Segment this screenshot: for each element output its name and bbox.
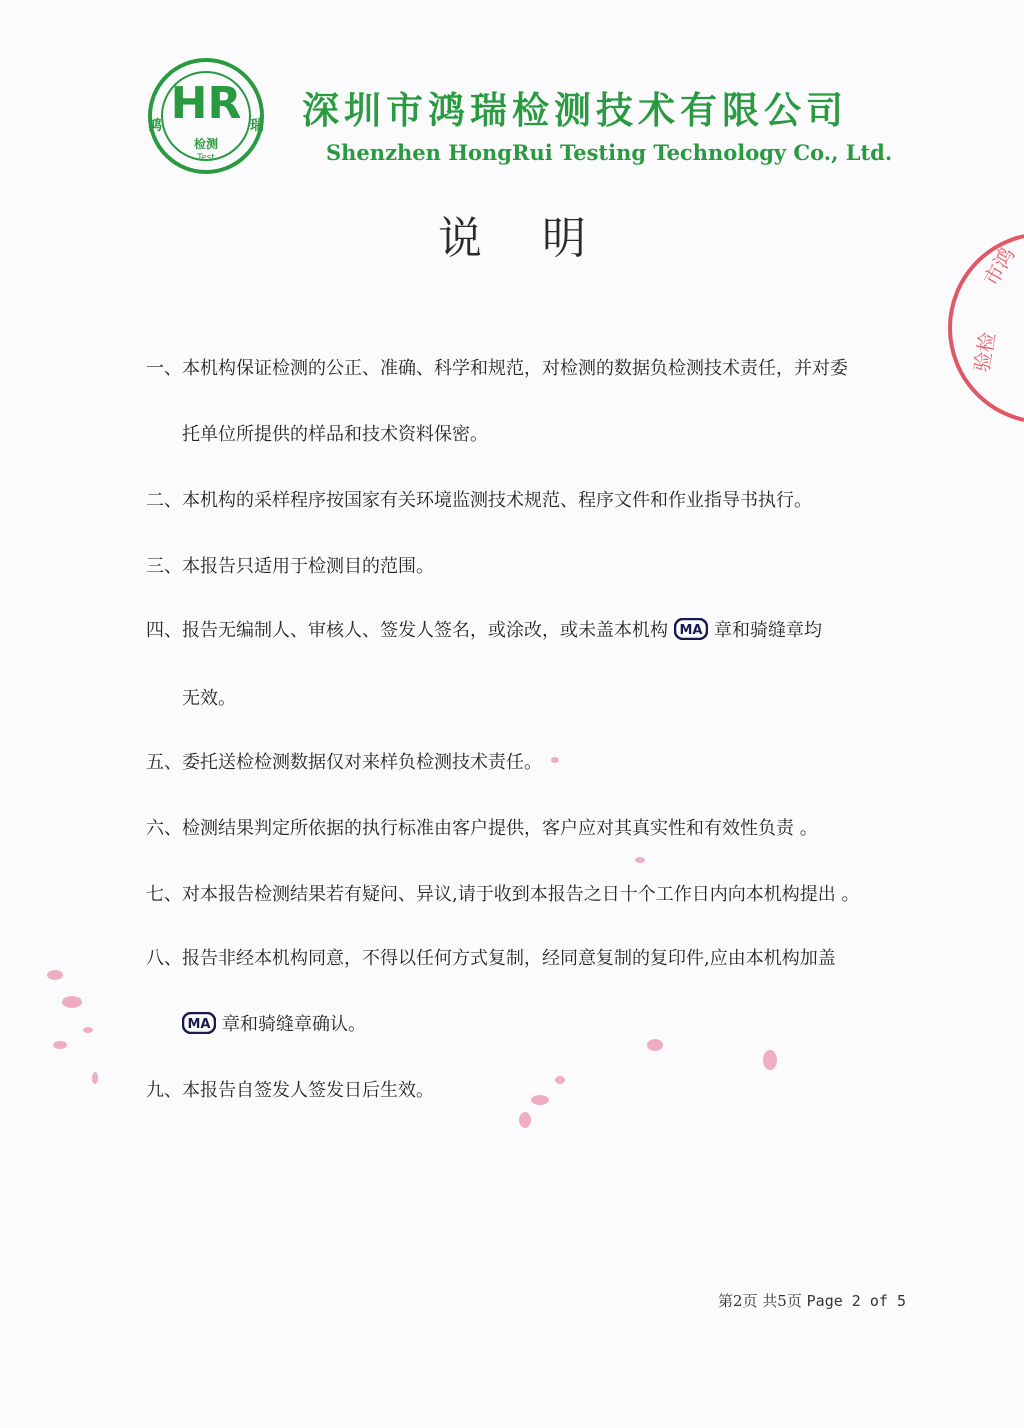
stamp-chars-bottom: 验检 bbox=[969, 330, 1001, 374]
company-logo bbox=[140, 56, 272, 176]
clause-4-text-a: 四、报告无编制人、审核人、签发人签名，或涂改，或未盖本机构 bbox=[146, 620, 668, 641]
page-number-cn: 第2页 共5页 bbox=[718, 1292, 802, 1310]
clause-8-cont bbox=[182, 1010, 366, 1036]
clause-4-text-b: 章和骑缝章均 bbox=[714, 620, 822, 641]
company-name-en: Shenzhen HongRui Testing Technology Co., Ltd. bbox=[326, 140, 893, 165]
document-title: 说明 bbox=[438, 213, 646, 264]
cma-seal-icon bbox=[182, 1012, 216, 1034]
clause-5: 五、委托送检检测数据仅对来样负检测技术责任。 bbox=[146, 752, 542, 773]
page-number-en: Page 2 of 5 bbox=[806, 1292, 906, 1310]
company-name-cn: 深圳市鸿瑞检测技术有限公司 bbox=[302, 89, 848, 132]
clause-2: 二、本机构的采样程序按国家有关环境监测技术规范、程序文件和作业指导书执行。 bbox=[146, 490, 812, 511]
clause-4-cont: 无效。 bbox=[182, 688, 236, 709]
logo-left-char: 鸿 bbox=[148, 118, 162, 134]
cma-seal-icon bbox=[674, 618, 708, 640]
clause-8-cont-text: 章和骑缝章确认。 bbox=[222, 1014, 366, 1035]
logo-sub-en: Test bbox=[197, 153, 215, 163]
clause-8: 八、报告非经本机构同意，不得以任何方式复制，经同意复制的复印件,应由本机构加盖 bbox=[146, 948, 836, 969]
cma-seal-text: MA bbox=[679, 623, 703, 638]
clause-6: 六、检测结果判定所依据的执行标准由客户提供，客户应对其真实性和有效性负责 。 bbox=[146, 818, 818, 839]
clause-7: 七、对本报告检测结果若有疑问、异议,请于收到本报告之日十个工作日内向本机构提出 。 bbox=[146, 884, 860, 905]
red-stamp bbox=[944, 228, 1024, 428]
logo-right-char: 瑞 bbox=[250, 118, 264, 134]
clause-1-cont: 托单位所提供的样品和技术资料保密。 bbox=[182, 424, 488, 445]
stamp-chars-top: 市鸿 bbox=[978, 243, 1020, 290]
logo-letters: HR bbox=[170, 78, 242, 129]
cma-seal-text: MA bbox=[187, 1017, 211, 1032]
clause-4 bbox=[146, 616, 822, 642]
clause-3: 三、本报告只适用于检测目的范围。 bbox=[146, 556, 434, 577]
page-footer bbox=[718, 1290, 906, 1311]
clause-9: 九、本报告自签发人签发日后生效。 bbox=[146, 1080, 434, 1101]
clause-1: 一、本机构保证检测的公正、准确、科学和规范，对检测的数据负检测技术责任，并对委 bbox=[146, 358, 848, 379]
logo-sub-cn: 检测 bbox=[193, 137, 219, 151]
